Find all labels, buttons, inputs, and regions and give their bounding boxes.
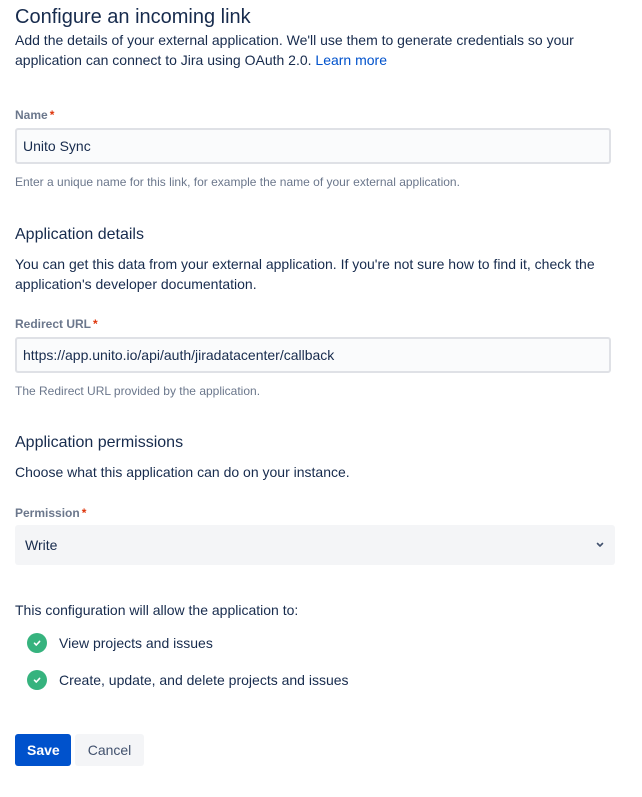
cancel-button[interactable]: Cancel <box>75 734 144 766</box>
page-description: Add the details of your external application. We'll use them to generate credentials so your application can connect to Jira using OAuth 2.0. Learn more <box>15 32 574 68</box>
application-details-description: You can get this data from your external application. If you're not sure how to find it, check the application's developer documentation. <box>15 256 595 292</box>
permission-select[interactable] <box>15 525 615 565</box>
name-input[interactable] <box>15 128 611 164</box>
page-title: Configure an incoming link <box>15 6 251 28</box>
chevron-down-icon <box>595 537 605 553</box>
required-indicator: * <box>81 506 87 520</box>
learn-more-link[interactable]: Learn more <box>315 52 387 68</box>
redirect-url-help-text: The Redirect URL provided by the application. <box>15 384 261 398</box>
redirect-url-label: Redirect URL * <box>15 317 98 331</box>
required-indicator: * <box>93 317 98 331</box>
required-indicator: * <box>49 108 55 122</box>
application-permissions-description: Choose what this application can do on your instance. <box>15 464 350 480</box>
check-circle-icon <box>27 670 47 690</box>
allowed-item: View projects and issues <box>27 633 213 653</box>
permission-label: Permission * <box>15 506 87 520</box>
allowed-item: Create, update, and delete projects and issues <box>27 670 349 690</box>
permission-selected-value: Write <box>25 537 58 553</box>
name-label: Name * <box>15 108 55 122</box>
redirect-url-input[interactable] <box>15 337 611 373</box>
application-permissions-heading: Application permissions <box>15 434 184 451</box>
name-help-text: Enter a unique name for this link, for example the name of your external application. <box>15 175 460 189</box>
application-details-heading: Application details <box>15 226 144 243</box>
save-button[interactable]: Save <box>15 734 71 766</box>
allow-text: This configuration will allow the application to: <box>15 602 299 618</box>
check-circle-icon <box>27 633 47 653</box>
